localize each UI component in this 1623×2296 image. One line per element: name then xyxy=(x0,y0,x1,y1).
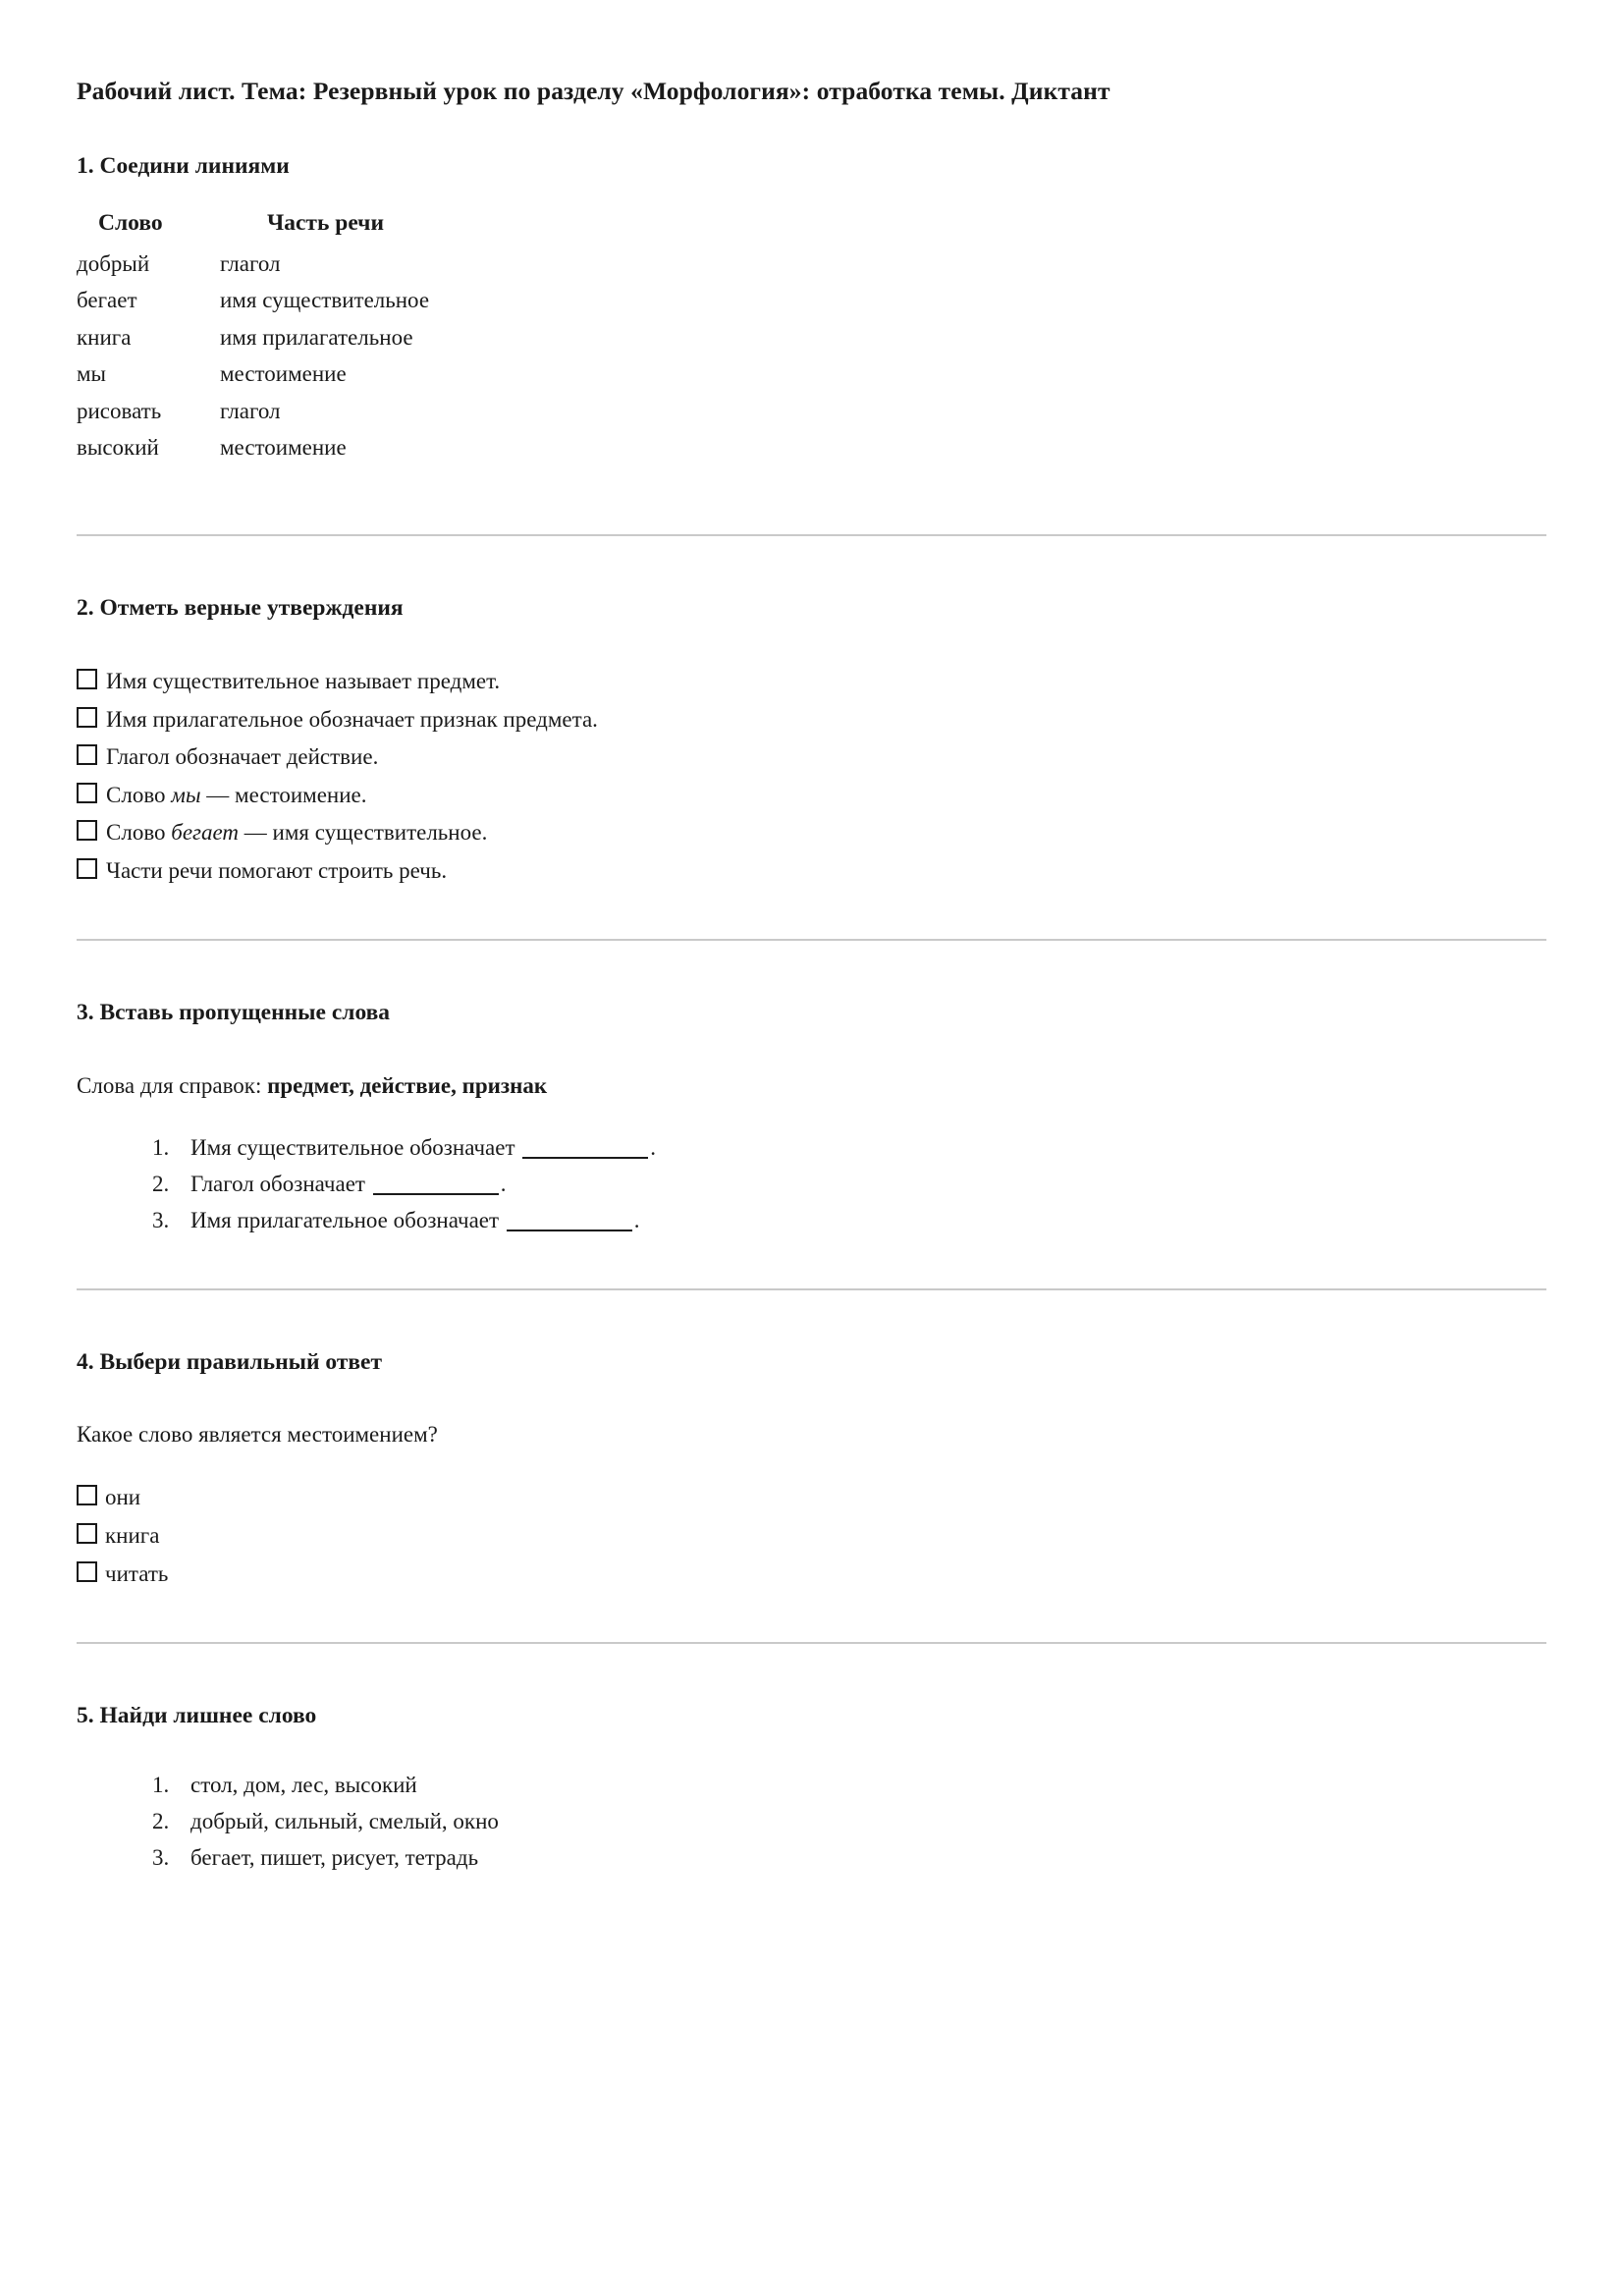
word-part-of-speech-table xyxy=(77,212,429,473)
column-header-part-of-speech: Часть речи xyxy=(267,210,384,237)
section-1-heading: 1. Соедини линиями xyxy=(77,153,290,180)
spacer xyxy=(77,1644,1546,1701)
cell-word[interactable]: книга xyxy=(77,324,132,350)
blank-sentence-after: . xyxy=(500,1171,507,1196)
cell-part-of-speech[interactable]: имя прилагательное xyxy=(220,324,413,350)
spacer xyxy=(77,882,1546,941)
blank-input[interactable] xyxy=(373,1175,499,1195)
list-item[interactable] xyxy=(77,858,1546,882)
spacer xyxy=(77,1290,1546,1347)
section-3-fill-in-blanks xyxy=(77,998,1546,1231)
list-item[interactable] xyxy=(77,820,1546,844)
spacer xyxy=(77,1378,1546,1423)
checkbox-icon[interactable] xyxy=(77,1523,97,1544)
list-item[interactable] xyxy=(77,1485,1546,1508)
cell-word[interactable]: мы xyxy=(77,361,107,387)
list-item[interactable]: 1. стол, дом, лес, высокий xyxy=(175,1774,1546,1796)
cell-word[interactable]: рисовать xyxy=(77,398,162,423)
checkbox-icon[interactable] xyxy=(77,1561,97,1582)
section-3-heading: 3. Вставь пропущенные слова xyxy=(77,999,391,1025)
statement-checkbox-list xyxy=(77,669,1546,882)
statement-text: Части речи помогают строить речь. xyxy=(106,857,448,883)
cell-word[interactable]: добрый xyxy=(77,250,150,276)
blank-input[interactable] xyxy=(522,1138,648,1159)
list-item[interactable] xyxy=(77,783,1546,806)
cell-part-of-speech[interactable]: местоимение xyxy=(220,435,347,461)
spacer xyxy=(77,1446,1546,1485)
list-item[interactable] xyxy=(175,1136,1546,1159)
page-title: Рабочий лист. Тема: Резервный урок по разделу «Морфология»: отработка темы. Диктант xyxy=(77,77,1110,105)
list-item[interactable] xyxy=(77,1561,1546,1585)
answer-option-list xyxy=(77,1485,1546,1585)
spacer xyxy=(77,183,1546,212)
cell-part-of-speech[interactable]: глагол xyxy=(220,250,281,276)
option-label: читать xyxy=(105,1561,169,1587)
spacer xyxy=(77,1029,1546,1074)
fill-in-blank-list xyxy=(77,1136,1546,1231)
table-row[interactable] xyxy=(77,400,429,437)
checkbox-icon[interactable] xyxy=(77,669,97,689)
checkbox-icon[interactable] xyxy=(77,820,97,841)
blank-input[interactable] xyxy=(507,1211,632,1231)
list-item[interactable] xyxy=(77,669,1546,692)
statement-text: Слово бегает — имя существительное. xyxy=(106,820,488,846)
reference-words-line xyxy=(77,1074,1546,1097)
checkbox-icon[interactable] xyxy=(77,783,97,803)
section-1-match-lines xyxy=(77,151,1546,472)
reference-label: Слова для справок: xyxy=(77,1072,268,1098)
list-item[interactable]: 3. бегает, пишет, рисует, тетрадь xyxy=(175,1846,1546,1869)
blank-sentence-before: Имя существительное обозначает xyxy=(190,1134,521,1160)
checkbox-icon[interactable] xyxy=(77,1485,97,1505)
list-item[interactable] xyxy=(175,1173,1546,1195)
table-row[interactable] xyxy=(77,326,429,363)
table-header-row xyxy=(77,212,429,252)
odd-word-list xyxy=(77,1774,1546,1869)
section-5-find-odd-word xyxy=(77,1701,1546,1869)
spacer xyxy=(77,108,1546,151)
cell-word[interactable]: высокий xyxy=(77,435,159,461)
list-item[interactable] xyxy=(77,707,1546,731)
statement-text: Глагол обозначает действие. xyxy=(106,744,379,770)
spacer xyxy=(77,1231,1546,1290)
reference-words: предмет, действие, признак xyxy=(267,1072,548,1098)
list-item[interactable]: 2. добрый, сильный, смелый, окно xyxy=(175,1810,1546,1832)
statement-text: Имя прилагательное обозначает признак предмета. xyxy=(106,706,598,732)
spacer xyxy=(77,473,1546,536)
cell-part-of-speech[interactable]: местоимение xyxy=(220,361,347,387)
section-4-heading: 4. Выбери правильный ответ xyxy=(77,1348,383,1375)
option-label: книга xyxy=(105,1523,160,1549)
question-text: Какое слово является местоимением? xyxy=(77,1422,438,1448)
option-label: они xyxy=(105,1485,141,1510)
checkbox-icon[interactable] xyxy=(77,858,97,879)
blank-sentence-after: . xyxy=(650,1134,657,1160)
statement-text: Слово мы — местоимение. xyxy=(106,782,367,807)
list-item[interactable] xyxy=(77,1523,1546,1547)
table-row[interactable] xyxy=(77,362,429,400)
spacer xyxy=(77,1097,1546,1136)
cell-part-of-speech[interactable]: имя существительное xyxy=(220,288,430,313)
table-row[interactable] xyxy=(77,436,429,473)
table-row[interactable] xyxy=(77,289,429,326)
spacer xyxy=(77,1732,1546,1774)
table-row[interactable] xyxy=(77,252,429,290)
checkbox-icon[interactable] xyxy=(77,707,97,728)
section-2-heading: 2. Отметь верные утверждения xyxy=(77,594,404,621)
spacer xyxy=(77,1585,1546,1644)
column-header-word: Слово xyxy=(98,210,163,237)
blank-sentence-before: Глагол обозначает xyxy=(190,1171,371,1196)
blank-sentence-before: Имя прилагательное обозначает xyxy=(190,1207,505,1232)
blank-sentence-after: . xyxy=(633,1207,640,1232)
list-item[interactable] xyxy=(77,744,1546,768)
section-4-choose-answer xyxy=(77,1347,1546,1586)
checkbox-icon[interactable] xyxy=(77,744,97,765)
spacer xyxy=(77,624,1546,669)
list-item[interactable] xyxy=(175,1209,1546,1231)
spacer xyxy=(77,536,1546,593)
section-2-true-statements xyxy=(77,593,1546,882)
statement-text: Имя существительное называет предмет. xyxy=(106,669,501,694)
spacer xyxy=(77,941,1546,998)
cell-part-of-speech[interactable]: глагол xyxy=(220,398,281,423)
section-5-heading: 5. Найди лишнее слово xyxy=(77,1703,317,1729)
cell-word[interactable]: бегает xyxy=(77,288,137,313)
